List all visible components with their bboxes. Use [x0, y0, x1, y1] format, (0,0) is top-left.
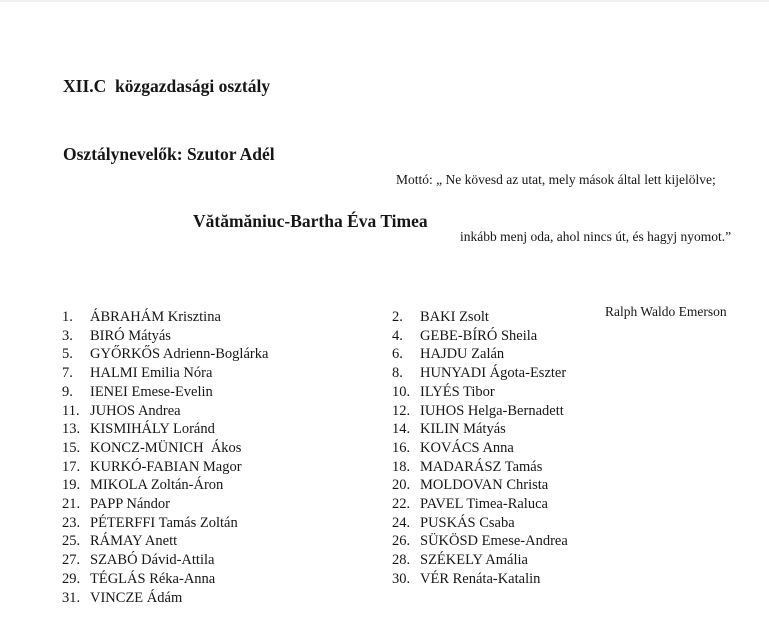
list-item-number: 11. [62, 402, 80, 419]
list-item-number: 21. [62, 496, 81, 513]
list-item-name: HALMI Emilia Nóra [90, 365, 213, 382]
list-item [392, 439, 752, 458]
list-item [62, 476, 392, 495]
list-item [392, 327, 752, 346]
list-item-name: SÜKÖSD Emese-Andrea [420, 533, 568, 550]
list-item-name: HUNYADI Ágota-Eszter [420, 365, 567, 382]
list-item-number: 1. [62, 309, 73, 325]
list-item-number: 24. [392, 514, 411, 531]
list-item-name: KURKÓ-FABIAN Magor [90, 458, 242, 475]
list-item-number: 30. [392, 570, 411, 587]
list-item [392, 458, 752, 477]
list-item-name: MOLDOVAN Christa [420, 477, 549, 494]
class-title: XII.C közgazdasági osztály [63, 76, 271, 96]
list-item-name: KISMIHÁLY Loránd [90, 421, 215, 438]
list-item-name: ÁBRAHÁM Krisztina [90, 309, 221, 325]
list-item-name: MIKOLA Zoltán-Áron [90, 477, 224, 494]
list-item-number: 10. [392, 383, 411, 400]
list-item [62, 514, 392, 533]
list-item [62, 589, 392, 608]
list-item-number: 4. [392, 327, 403, 344]
list-item-name: RÁMAY Anett [90, 533, 178, 550]
list-item-number: 23. [62, 514, 81, 531]
list-item-number: 13. [62, 421, 81, 438]
list-item-name: TÉGLÁS Réka-Anna [90, 570, 216, 587]
list-item-name: PAPP Nándor [90, 496, 170, 513]
list-item-name: BAKI Zsolt [420, 309, 489, 325]
list-item-number: 9. [62, 383, 73, 400]
list-item-number: 27. [62, 552, 81, 569]
list-item-number: 2. [392, 309, 403, 325]
list-item-name: PÉTERFFI Tamás Zoltán [90, 514, 238, 531]
list-column-right [392, 308, 752, 589]
list-item [392, 476, 752, 495]
list-column-left [62, 308, 392, 607]
list-item [392, 402, 752, 421]
list-item-name: IENEI Emese-Evelin [90, 383, 213, 400]
list-item-number: 7. [62, 365, 73, 382]
list-item-number: 12. [392, 402, 411, 419]
list-item [62, 532, 392, 551]
list-item-number: 31. [62, 589, 81, 606]
list-item [62, 308, 392, 327]
list-item-name: VINCZE Ádám [90, 589, 183, 606]
list-item-name: MADARÁSZ Tamás [420, 458, 543, 475]
motto-attribution: Ralph Waldo Emerson [605, 304, 727, 319]
list-item-name: BIRÓ Mátyás [90, 327, 171, 344]
list-item-name: GEBE-BÍRÓ Sheila [420, 327, 538, 344]
list-item [62, 439, 392, 458]
list-item [392, 495, 752, 514]
list-item [62, 495, 392, 514]
list-item-number: 18. [392, 458, 411, 475]
list-item-number: 14. [392, 421, 411, 438]
list-item [392, 345, 752, 364]
list-item [62, 570, 392, 589]
list-item [62, 345, 392, 364]
list-item-number: 22. [392, 496, 411, 513]
list-item [62, 364, 392, 383]
list-item [62, 420, 392, 439]
list-item-name: PUSKÁS Csaba [420, 514, 515, 531]
class-teachers-line: Osztálynevelők: Szutor Adél [63, 143, 275, 164]
list-item-number: 28. [392, 552, 411, 569]
list-item-number: 20. [392, 477, 411, 494]
list-item [62, 383, 392, 402]
list-item-name: KONCZ-MÜNICH Ákos [90, 439, 242, 456]
list-item [62, 458, 392, 477]
list-item [392, 308, 752, 327]
list-item [392, 364, 752, 383]
list-item [62, 551, 392, 570]
list-item-number: 8. [392, 365, 403, 382]
list-item-number: 26. [392, 533, 411, 550]
list-item-name: GYŐRKŐS Adrienn-Boglárka [90, 346, 269, 363]
list-item [392, 514, 752, 533]
list-item [62, 327, 392, 346]
list-item-name: PAVEL Timea-Raluca [420, 496, 548, 513]
list-item-number: 19. [62, 477, 81, 494]
list-item-number: 25. [62, 533, 81, 550]
list-item-name: ILYÉS Tibor [420, 383, 495, 400]
list-item [62, 402, 392, 421]
list-item-number: 6. [392, 346, 403, 363]
list-item-name: HAJDU Zalán [420, 346, 505, 363]
class-teacher-second: Vătămăniuc-Bartha Éva Timea [193, 211, 428, 231]
list-item-number: 29. [62, 570, 81, 587]
list-item-number: 15. [62, 439, 81, 456]
motto-line-2: inkább menj oda, ahol nincs út, és hagyj nyomot.” [460, 229, 732, 244]
list-item-name: VÉR Renáta-Katalin [420, 570, 541, 587]
motto-line-1: Mottó: „ Ne kövesd az utat, mely mások által lett kijelölve; [396, 172, 716, 187]
list-item-name: JUHOS Andrea [90, 402, 181, 419]
list-item-number: 16. [392, 439, 411, 456]
list-item-number: 5. [62, 346, 73, 363]
list-item-number: 3. [62, 327, 73, 344]
list-item-name: SZÉKELY Amália [420, 552, 528, 569]
list-item [392, 570, 752, 589]
list-item [392, 383, 752, 402]
list-item [392, 551, 752, 570]
class-header [63, 30, 428, 278]
list-item-name: IUHOS Helga-Bernadett [420, 402, 564, 419]
list-item-name: KILIN Mátyás [420, 421, 506, 438]
list-item-name: KOVÁCS Anna [420, 439, 514, 456]
list-item [392, 420, 752, 439]
list-item-name: SZABÓ Dávid-Attila [90, 552, 215, 569]
list-item [392, 532, 752, 551]
list-item-number: 17. [62, 458, 81, 475]
